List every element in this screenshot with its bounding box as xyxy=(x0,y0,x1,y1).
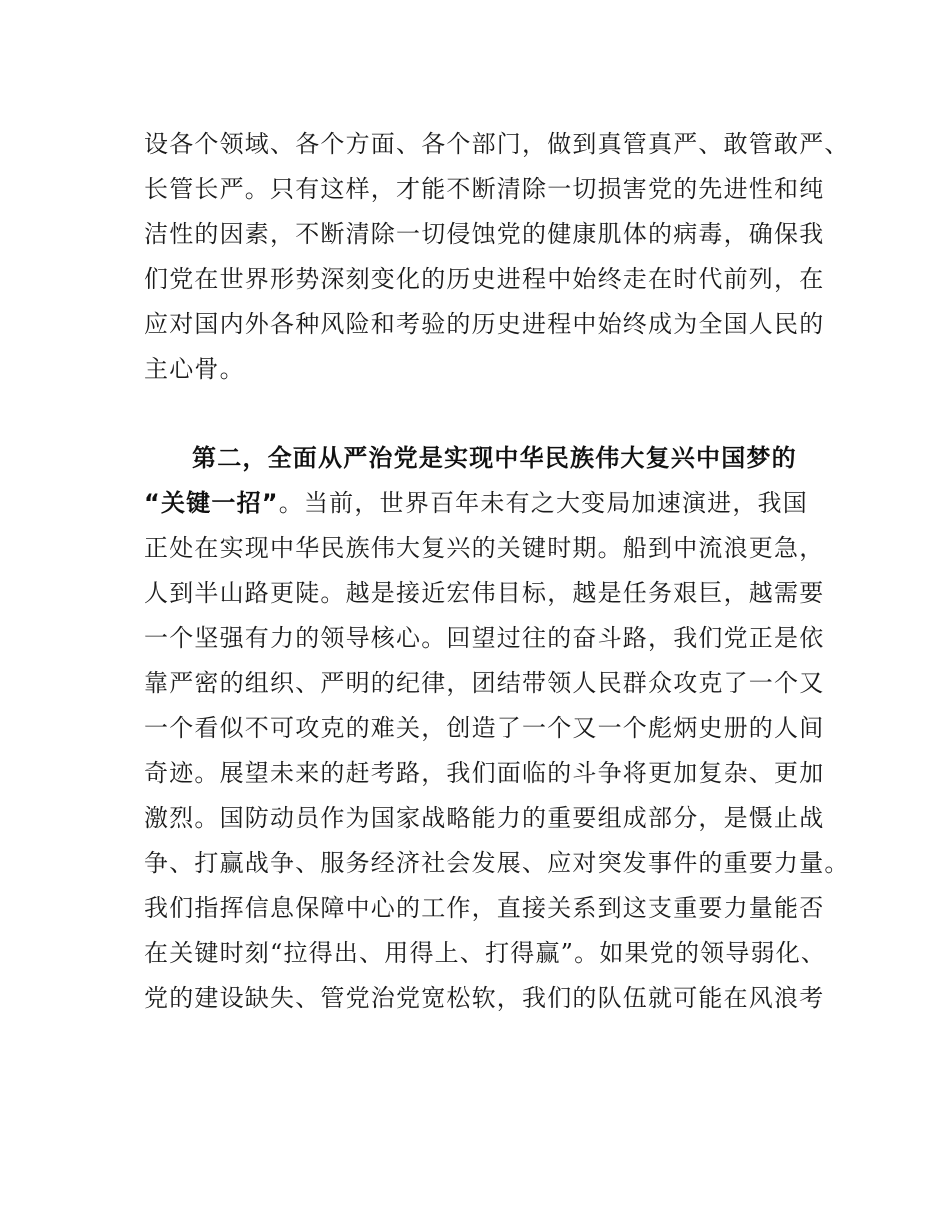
paragraph-2-line: 我们指挥信息保障中心的工作，直接关系到这支重要力量能否 xyxy=(144,894,825,922)
paragraph-2-line: 争、打赢战争、服务经济社会发展、应对突发事件的重要力量。 xyxy=(144,849,850,877)
paragraph-2-line: 奇迹。展望未来的赶考路，我们面临的斗争将更加复杂、更加 xyxy=(144,759,825,787)
paragraph-2-line: 党的建设缺失、管党治党宽松软，我们的队伍就可能在风浪考 xyxy=(144,984,825,1012)
paragraph-2-line: 人到半山路更陡。越是接近宏伟目标，越是任务艰巨，越需要 xyxy=(144,579,825,607)
paragraph-1-line: 长管长严。只有这样，才能不断清除一切损害党的先进性和纯 xyxy=(144,175,825,203)
paragraph-1-line: 设各个领域、各个方面、各个部门，做到真管真严、敢管敢严、 xyxy=(144,130,850,158)
paragraph-2-line: 靠严密的组织、严明的纪律，团结带领人民群众攻克了一个又 xyxy=(144,669,825,697)
paragraph-2-line: 一个坚强有力的领导核心。回望过往的奋斗路，我们党正是依 xyxy=(144,624,825,652)
paragraph-1-line: 们党在世界形势深刻变化的历史进程中始终走在时代前列，在 xyxy=(144,265,825,293)
paragraph-2-line: 激烈。国防动员作为国家战略能力的重要组成部分，是慑止战 xyxy=(144,804,825,832)
paragraph-2-line-text: 。当前，世界百年未有之大变局加速演进，我国 xyxy=(278,489,808,517)
section-heading-quote: “关键一招” xyxy=(144,489,279,517)
section-heading: 第二，全面从严治党是实现中华民族伟大复兴中国梦的 xyxy=(192,444,797,472)
paragraph-1-line: 洁性的因素，不断清除一切侵蚀党的健康肌体的病毒，确保我 xyxy=(144,220,825,248)
paragraph-1-line: 主心骨。 xyxy=(144,355,245,383)
paragraph-2-line: 正处在实现中华民族伟大复兴的关键时期。船到中流浪更急， xyxy=(144,534,825,562)
paragraph-1-line: 应对国内外各种风险和考验的历史进程中始终成为全国人民的 xyxy=(144,310,825,338)
paragraph-2-line xyxy=(144,483,808,523)
paragraph-2-line: 一个看似不可攻克的难关，创造了一个又一个彪炳史册的人间 xyxy=(144,714,825,742)
paragraph-2-line: 在关键时刻“拉得出、用得上、打得赢”。如果党的领导弱化、 xyxy=(144,939,827,967)
